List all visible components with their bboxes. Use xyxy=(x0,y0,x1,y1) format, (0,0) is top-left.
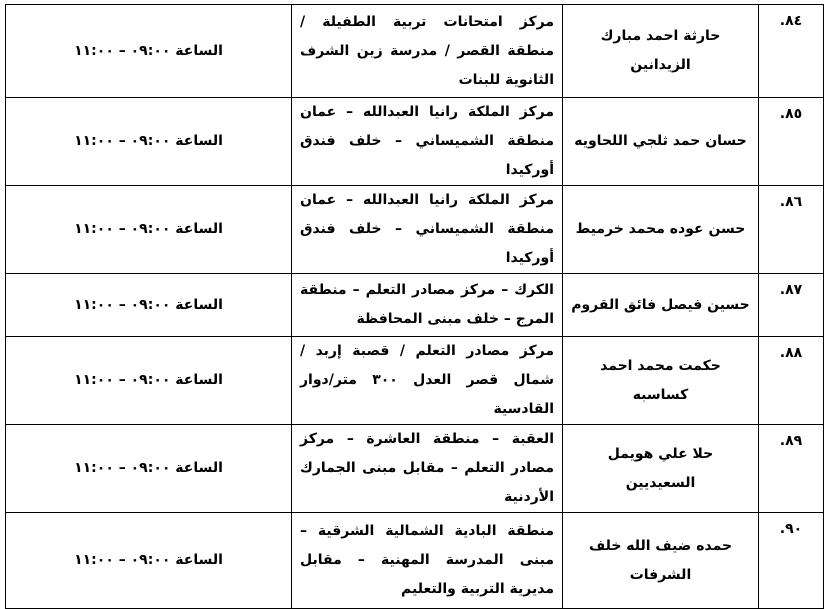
row-number: .٨٧ xyxy=(759,274,824,337)
exam-time: الساعة ٠٩:٠٠ – ١١:٠٠ xyxy=(6,425,292,513)
table-row xyxy=(6,98,824,186)
exam-time: الساعة ٠٩:٠٠ – ١١:٠٠ xyxy=(6,274,292,337)
exam-time: الساعة ٠٩:٠٠ – ١١:٠٠ xyxy=(6,98,292,186)
candidate-name: حسن عوده محمد خرميط xyxy=(563,186,759,274)
row-number: .٨٩ xyxy=(759,425,824,513)
exam-center: منطقة البادية الشمالية الشرقية – مبنى المدرسة المهنية – مقابل مديرية التربية والتعليم xyxy=(292,513,563,609)
table-row xyxy=(6,425,824,513)
exam-time: الساعة ٠٩:٠٠ – ١١:٠٠ xyxy=(6,513,292,609)
exam-center: مركز الملكة رانيا العبدالله – عمان منطقة الشميساني – خلف فندق أوركيدا xyxy=(292,186,563,274)
exam-time: الساعة ٠٩:٠٠ – ١١:٠٠ xyxy=(6,337,292,425)
row-number: .٨٨ xyxy=(759,337,824,425)
row-number: .٨٥ xyxy=(759,98,824,186)
candidate-name: حكمت محمد احمد كساسبه xyxy=(563,337,759,425)
candidate-name: حمده ضيف الله خلف الشرفات xyxy=(563,513,759,609)
table-row xyxy=(6,5,824,98)
table-row xyxy=(6,337,824,425)
table-row xyxy=(6,186,824,274)
exam-time: الساعة ٠٩:٠٠ – ١١:٠٠ xyxy=(6,186,292,274)
exam-time: الساعة ٠٩:٠٠ – ١١:٠٠ xyxy=(6,5,292,98)
row-number: .٩٠ xyxy=(759,513,824,609)
exam-schedule-table xyxy=(5,4,824,609)
exam-center: مركز امتحانات تربية الطفيلة / منطقة القصر / مدرسة زين الشرف الثانوية للبنات xyxy=(292,5,563,98)
exam-schedule-sheet xyxy=(5,4,823,609)
exam-center: العقبة – منطقة العاشرة – مركز مصادر التعلم – مقابل مبنى الجمارك الأردنية xyxy=(292,425,563,513)
candidate-name: حسين فيصل فائق القروم xyxy=(563,274,759,337)
row-number: .٨٤ xyxy=(759,5,824,98)
candidate-name: حلا علي هويمل السعيديين xyxy=(563,425,759,513)
candidate-name: حارثة احمد مبارك الزيدانين xyxy=(563,5,759,98)
table-row xyxy=(6,274,824,337)
candidate-name: حسان حمد ثلجي اللحاويه xyxy=(563,98,759,186)
exam-center: مركز الملكة رانيا العبدالله – عمان منطقة الشميساني – خلف فندق أوركيدا xyxy=(292,98,563,186)
exam-center: الكرك – مركز مصادر التعلم – منطقة المرج – خلف مبنى المحافظة xyxy=(292,274,563,337)
row-number: .٨٦ xyxy=(759,186,824,274)
exam-center: مركز مصادر التعلم / قصبة إربد / شمال قصر العدل ٣٠٠ متر/دوار القادسية xyxy=(292,337,563,425)
